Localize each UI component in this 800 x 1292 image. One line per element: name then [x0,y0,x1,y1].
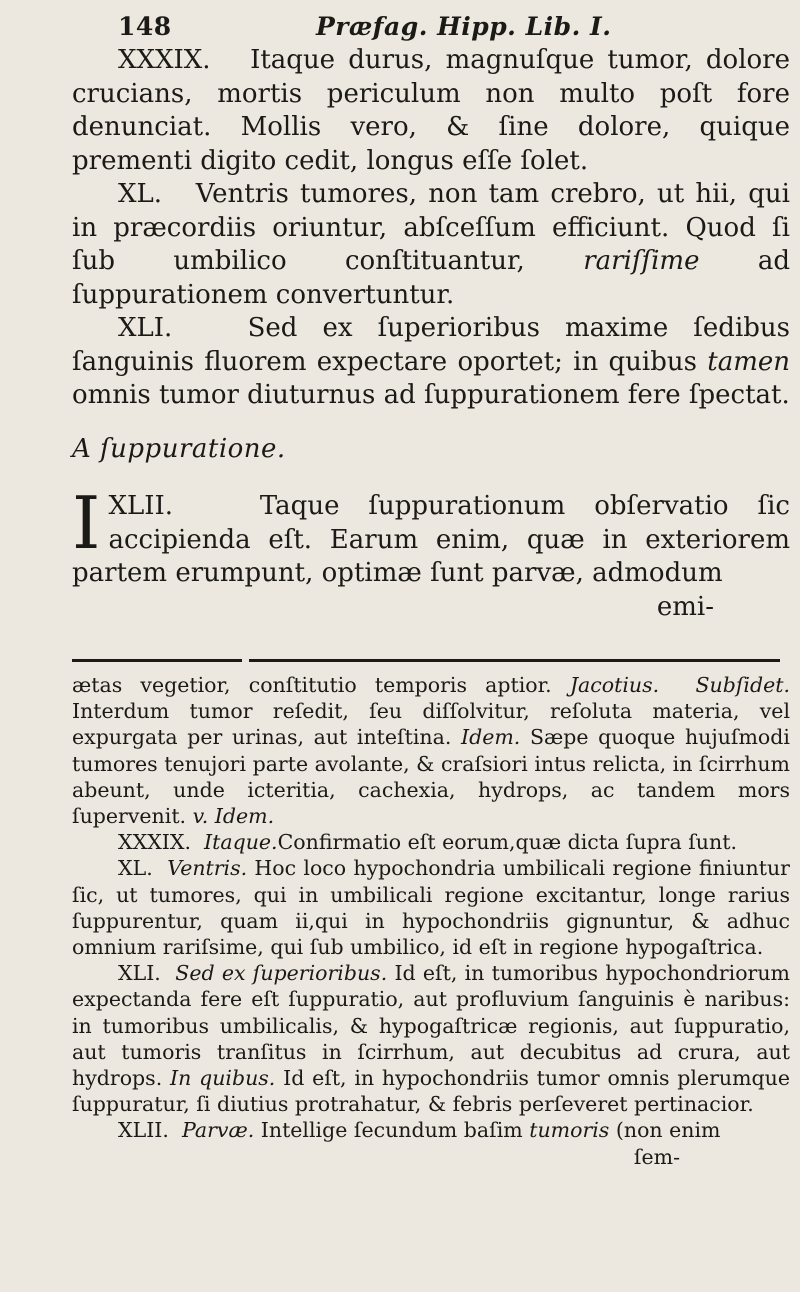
paragraph-39 [72,44,790,178]
footnote-divider [72,659,780,662]
notes-catchword: ſem- [633,1144,680,1169]
note-lemma: Ventris. [167,856,248,881]
note-lemma: Parvæ. [181,1118,255,1143]
note-lemma: tumoris [529,1118,610,1143]
note-number: XXXIX. [118,830,191,855]
page-number: 148 [118,12,172,41]
note-number: XLI. [118,961,161,986]
note-40 [72,855,790,960]
paragraph-text: Itaque durus, magnuſque tumor, dolore crucians, mortis periculum non multo poſt fore denunciat. Mollis vero, & ſine dolore, quique prementi digito cedit, longus eſſe ſolet. [72,45,790,176]
paragraph-40 [72,178,790,312]
emphasis-text: rariſſime [583,246,700,276]
section-subheading: A ſuppuratione. [72,433,286,464]
note-lemma: Subſidet. [695,673,790,697]
section-number: XLI. [118,313,173,343]
note-text: (non enim [615,1118,721,1143]
running-header [118,12,718,41]
note-attribution: Idem. [461,725,521,750]
note-text: Hoc loco hypochondria umbilicali regione finiuntur ſic, ut tumores, qui in umbilicali regione excitantur, longe rarius ſuppurentur, quam ii,qui in hypochondriis gignuntur, & adhuc omnium rariſsime, qui ſub umbilico, id eſt in regione hypogaſtrica. [72,856,790,960]
note-text: Id eſt, in tumoribus hypochondriorum expectanda fere eſt ſuppuratio, aut profluvium ſanguinis è naribus: in tumoribus umbilicalis, & hypogaſtricæ regionis, aut ſuppuratio, aut tumoris tranſitus in ſcirrhum, aut decubitus ad crura, aut hydrops. [72,961,790,1091]
note-text: Interdum tumor reſedit, ſeu diſſolvitur, reſoluta materia, vel expurgata per urinas, aut inteſtina. [72,699,790,750]
running-title: Præfag. Hipp. Lib. I. [316,12,612,41]
paragraph-text: Ventris tumores, non tam crebro, ut hii, qui in præcordiis oriuntur, abſceſſum efficiunt. Quod ſi ſub umbilico conſtituantur, [72,179,790,276]
note-number: XL. [118,856,153,881]
note-text: Sæpe quoque hujuſmodi tumores tenujori parte avolante, & craſsiori intus relicta, in ſcirrhum abeunt, unde icteritia, cachexia, hydrops, ac tandem mors ſupervenit. [72,725,790,829]
note-text: Intellige ſecundum baſim [260,1118,523,1143]
note-continuation [72,672,790,829]
drop-capital: I [72,481,101,565]
section-number: XLII. [108,491,174,521]
note-lemma: Sed ex ſuperioribus. [175,961,388,986]
catchword: emi- [656,591,714,622]
section-number: XXXIX. [118,45,211,75]
emphasis-text: tamen [707,346,790,377]
note-text: ætas vegetior, conſtitutio temporis aptior. [72,673,552,697]
section-number: XL. [118,179,163,209]
note-lemma: Itaque. [204,830,278,855]
paragraph-42 [72,481,790,591]
note-attribution: Jacotius. [569,673,660,697]
note-text: Id eſt, in hypochondriis tumor omnis plerumque ſuppuratur, ſi diutius protrahatur, & febris perſeveret pertinacior. [72,1066,790,1117]
note-lemma: In quibus. [170,1066,276,1091]
note-42 [72,1117,790,1143]
main-text [72,44,790,624]
paragraph-text: ad ſuppurationem convertuntur. [72,246,791,310]
note-39 [72,829,790,855]
commentary-notes [72,672,790,1170]
paragraph-text: omnis tumor diuturnus ad ſuppurationem fere ſpectat. [72,380,790,410]
paragraph-41 [72,312,790,413]
note-41 [72,960,790,1117]
note-text: Confirmatio eſt eorum,quæ dicta ſupra ſunt. [277,830,737,855]
paragraph-text: Sed ex ſuperioribus maxime ſedibus ſanguinis fluorem expectare oportet; in quibus [72,313,790,377]
paragraph-text: Taque ſuppurationum obſervatio ſic accipienda eſt. Earum enim, quæ in exteriorem partem erumpunt, optimæ ſunt parvæ, admodum [72,491,790,588]
note-number: XLII. [118,1118,169,1143]
note-attribution: v. Idem. [192,804,275,829]
